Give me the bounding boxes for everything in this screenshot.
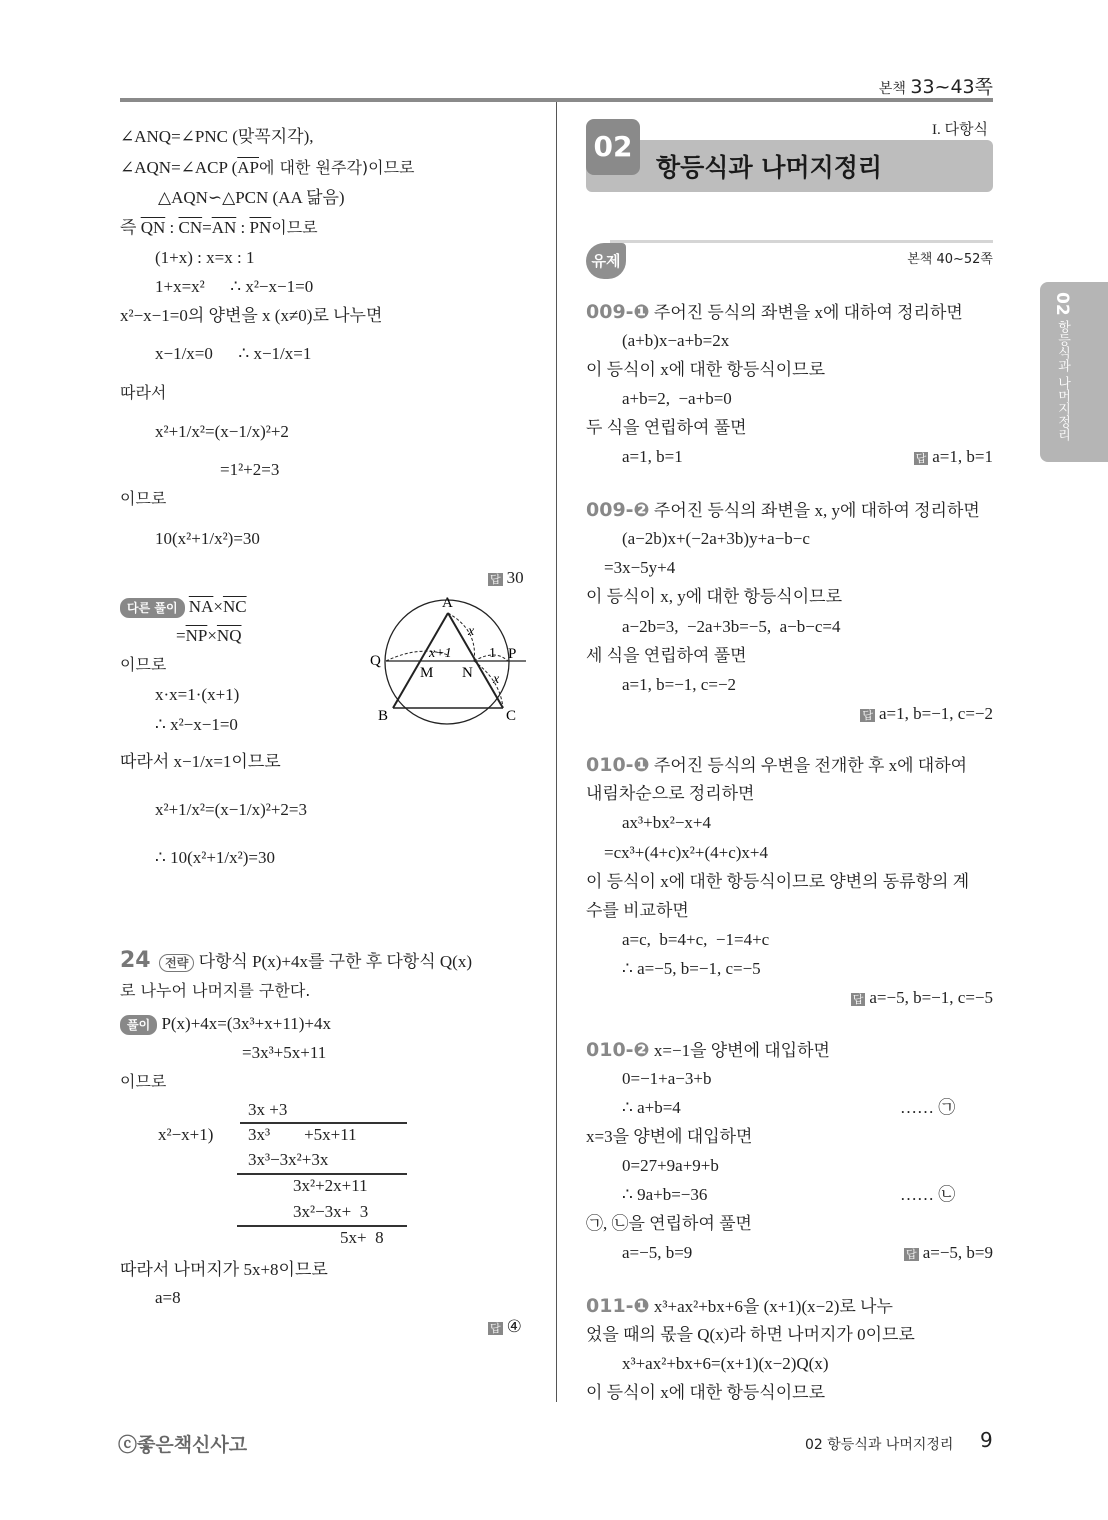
division-step: 3x²+2x+11	[293, 1176, 368, 1195]
math-line: =3x−5y+4	[604, 558, 676, 577]
answer: 답 ④	[490, 1317, 522, 1336]
ref-pages: 33~43쪽	[910, 76, 993, 98]
label-A: A	[442, 595, 453, 611]
svg-text:x: x	[493, 672, 500, 687]
math-line: x²+1/x²=(x−1/x)²+2	[155, 422, 289, 441]
text-line: ∠ANQ=∠PNC (맞꼭지각),	[120, 127, 314, 146]
publisher-logo: ⓒ좋은책신사고	[118, 1434, 248, 1456]
circle-triangle-diagram	[360, 585, 540, 725]
answer: 답 a=1, b=1	[915, 447, 993, 466]
problem-010-1: 010-❶ 주어진 등식의 우변을 전개한 후 x에 대하여	[586, 754, 968, 776]
math-line: x²+1/x²=(x−1/x)²+2=3	[155, 800, 307, 819]
math-line: ax³+bx²−x+4	[622, 813, 712, 832]
equation-marker: …… ㉠	[900, 1098, 956, 1117]
problem-011-1: 011-❶ x³+ax²+bx+6을 (x+1)(x−2)로 나누	[586, 1295, 893, 1317]
division-dividend: 3x³ +5x+11	[248, 1125, 357, 1144]
math-line: 1+x=x² ∴ x²−x−1=0	[155, 277, 314, 296]
problem-24-line: 24 전략 다항식 P(x)+4x를 구한 후 다항식 Q(x)	[120, 948, 472, 973]
math-line: a+b=2, −a+b=0	[622, 389, 732, 408]
svg-text:x+1: x+1	[429, 646, 452, 661]
problem-009-1: 009-❶ 주어진 등식의 좌변을 x에 대하여 정리하면	[586, 301, 963, 323]
svg-text:1: 1	[489, 646, 496, 661]
text-line: 이므로	[120, 489, 167, 508]
text-line: 었을 때의 몫을 Q(x)라 하면 나머지가 0이므로	[586, 1325, 915, 1344]
text-line: x²−x−1=0의 양변을 x (x≠0)로 나누면	[120, 306, 383, 325]
text-line: 이 등식이 x에 대한 항등식이므로	[586, 1383, 825, 1402]
footer-chapter: 02 항등식과 나머지정리	[805, 1437, 954, 1453]
math-line: x·x=1·(x+1)	[155, 685, 240, 704]
problem-010-2: 010-❷ x=−1을 양변에 대입하면	[586, 1039, 830, 1061]
math-line: a=c, b=4+c, −1=4+c	[622, 930, 770, 949]
column-divider	[556, 102, 557, 1402]
page-number: 9	[980, 1428, 993, 1452]
problem-009-2: 009-❷ 주어진 등식의 좌변을 x, y에 대하여 정리하면	[586, 499, 980, 521]
section-reference: 본책 40~52쪽	[907, 252, 993, 267]
math-line: ∴ a=−5, b=−1, c=−5	[622, 959, 761, 978]
math-line: =3x³+5x+11	[242, 1043, 327, 1062]
math-line: ∴ 9a+b=−36	[622, 1185, 708, 1204]
section-badge: 유제	[586, 243, 626, 279]
text-line: 따라서 나머지가 5x+8이므로	[120, 1260, 328, 1279]
text-line: 이 등식이 x, y에 대한 항등식이므로	[586, 587, 842, 606]
math-line: ∴ 10(x²+1/x²)=30	[155, 848, 275, 867]
math-line: =1²+2=3	[220, 460, 280, 479]
math-line: a=1, b=1	[622, 447, 683, 466]
math-line: (a−2b)x+(−2a+3b)y+a−b−c	[622, 529, 810, 548]
division-divisor: x²−x+1)	[158, 1125, 214, 1144]
division-step: 3x²−3x+ 3	[293, 1202, 369, 1221]
text-line: 내림차순으로 정리하면	[586, 784, 755, 803]
label-C: C	[506, 708, 517, 724]
text-line: 따라서 x−1/x=1이므로	[120, 752, 281, 771]
math-line: 0=27+9a+9+b	[622, 1156, 719, 1175]
text-line: 로 나누어 나머지를 구한다.	[120, 981, 311, 1000]
text-line: 다른 풀이 $\overline{NA}\times\overline{NC}$	[120, 596, 247, 618]
math-line: 10(x²+1/x²)=30	[155, 529, 260, 548]
text-line: x=3을 양변에 대입하면	[586, 1127, 753, 1146]
chapter-title: 항등식과 나머지정리	[656, 153, 883, 182]
text-line: 세 식을 연립하여 풀면	[586, 646, 747, 665]
math-line: 풀이 P(x)+4x=(3x³+x+11)+4x	[120, 1013, 331, 1035]
division-remainder: 5x+ 8	[340, 1228, 384, 1247]
math-line: (1+x) : x=x : 1	[155, 248, 255, 267]
label-B: B	[378, 708, 389, 724]
math-line: ∴ a+b=4	[622, 1098, 681, 1117]
book-reference	[879, 72, 993, 99]
text-line: 이 등식이 x에 대한 항등식이므로 양변의 동류항의 계	[586, 872, 970, 891]
alt-solution-badge: 다른 풀이	[120, 598, 185, 618]
text-line: 이므로	[120, 655, 167, 674]
side-chapter-tab[interactable]	[1040, 282, 1108, 462]
text-line: 이므로	[120, 1072, 167, 1091]
text-line: 따라서	[120, 383, 167, 402]
label-P: P	[508, 646, 517, 662]
text-line: ㉠, ㉡을 연립하여 풀면	[586, 1214, 752, 1233]
math-line: a=−5, b=9	[622, 1243, 693, 1262]
label-N: N	[462, 665, 473, 681]
label-Q: Q	[370, 653, 381, 669]
math-line: $=\overline{NP}\times\overline{NQ}$	[176, 626, 242, 645]
text-line: 이 등식이 x에 대한 항등식이므로	[586, 360, 825, 379]
label-M: M	[420, 665, 434, 681]
math-line: a=8	[155, 1288, 181, 1307]
answer: 답 a=−5, b=−1, c=−5	[852, 988, 993, 1007]
math-line: x³+ax²+bx+6=(x+1)(x−2)Q(x)	[622, 1354, 829, 1373]
answer: 답 30	[490, 568, 524, 587]
math-line: =cx³+(4+c)x²+(4+c)x+4	[604, 843, 768, 862]
text-line: △AQN∽△PCN (AA 닮음)	[158, 188, 345, 207]
division-step: 3x³−3x²+3x	[248, 1150, 329, 1169]
answer: 답 a=−5, b=9	[906, 1243, 993, 1262]
math-line: 0=−1+a−3+b	[622, 1069, 712, 1088]
math-line: (a+b)x−a+b=2x	[622, 331, 730, 350]
math-line: a=1, b=−1, c=−2	[622, 675, 737, 694]
chapter-number: 02	[586, 119, 640, 175]
text-line: ∠AQN=∠ACP ($\overline{AP}$에 대한 원주각)이므로	[120, 158, 415, 177]
text-line: 수를 비교하면	[586, 901, 689, 920]
svg-text:x: x	[468, 624, 475, 639]
section-rule	[610, 240, 993, 243]
division-quotient: 3x +3	[248, 1100, 288, 1119]
math-line: a−2b=3, −2a+3b=−5, a−b−c=4	[622, 617, 841, 636]
math-line: x−1/x=0 ∴ x−1/x=1	[155, 344, 312, 363]
text-line: 즉 $\overline{QN}$ : $\overline{CN}=\overline{AN}$ : $\overline{PN}$이므로	[120, 218, 318, 237]
side-tab-label: 02 항등식과 나머지정리	[1052, 292, 1072, 441]
ref-prefix: 본책	[878, 81, 911, 97]
math-line: ∴ x²−x−1=0	[155, 715, 238, 734]
part-label: I. 다항식	[932, 122, 988, 138]
text-line: 두 식을 연립하여 풀면	[586, 418, 747, 437]
equation-marker: …… ㉡	[900, 1185, 956, 1204]
answer: 답 a=1, b=−1, c=−2	[862, 704, 993, 723]
